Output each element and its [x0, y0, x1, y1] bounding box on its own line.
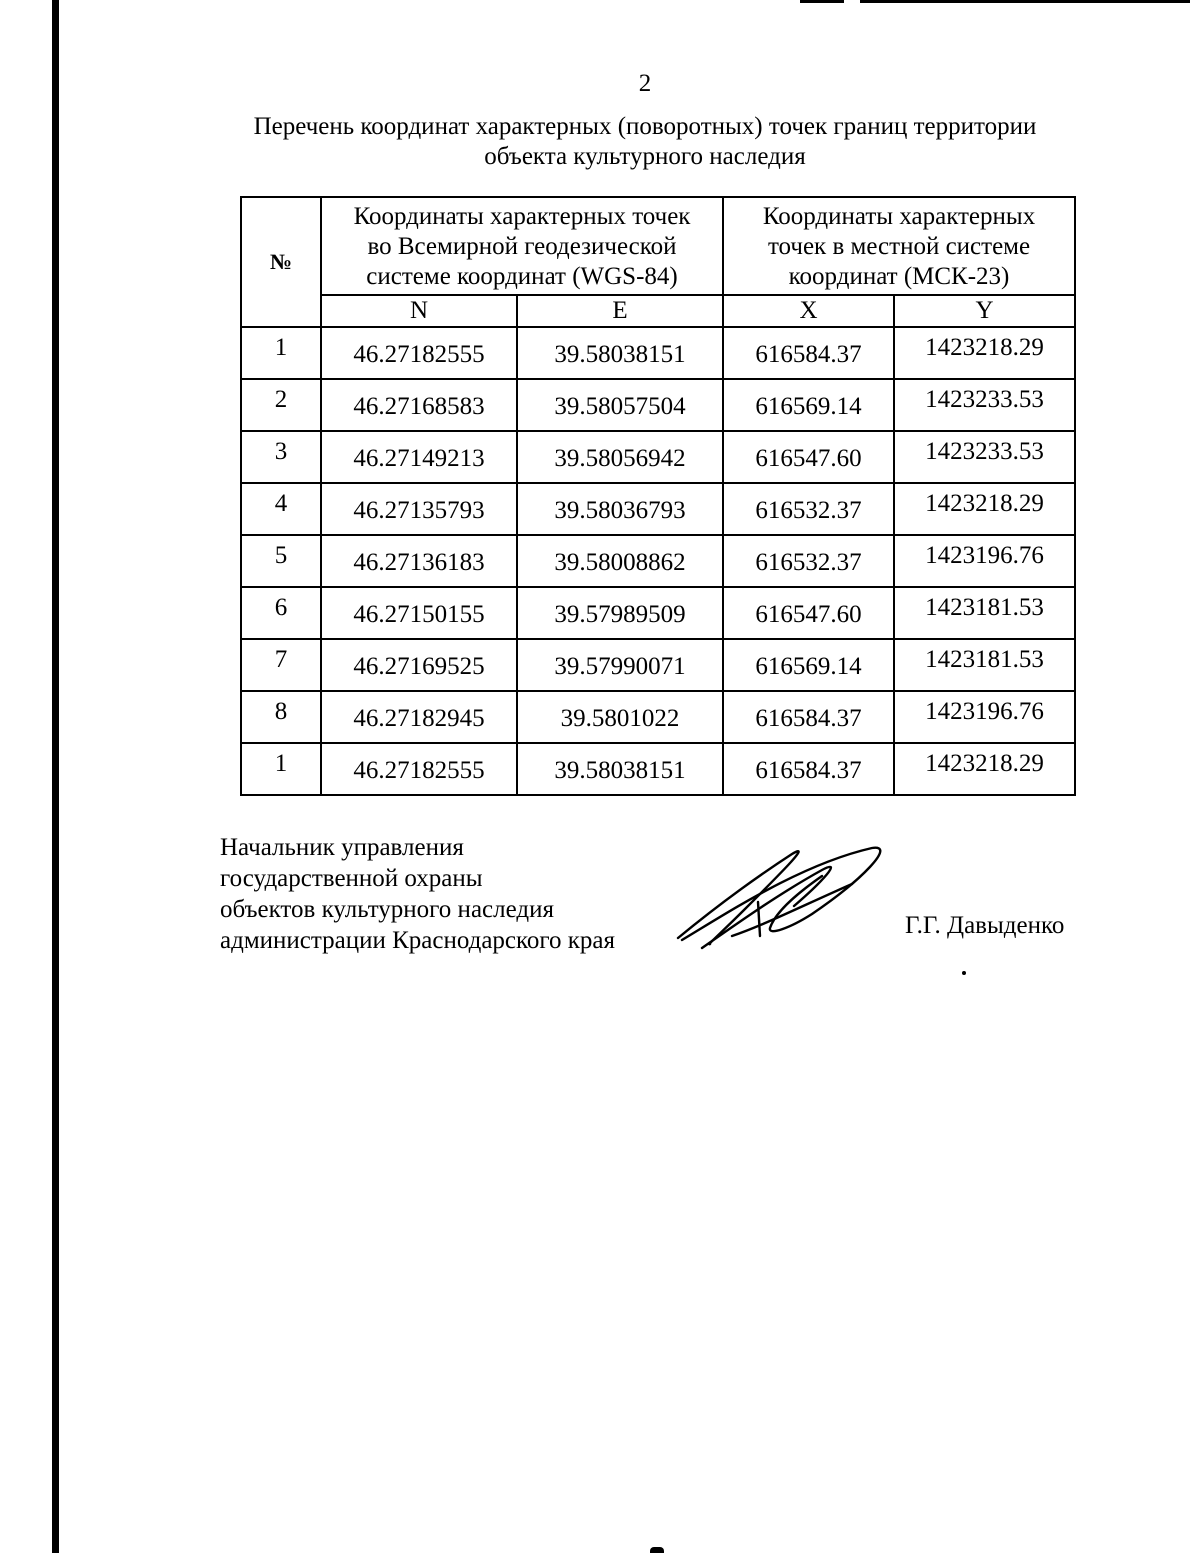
header-line: координат (МСК-23) [788, 263, 1010, 290]
x-cell: 616569.14 [723, 639, 894, 691]
header-line: системе координат (WGS-84) [366, 263, 678, 290]
table-header-row [241, 197, 1075, 295]
point-number-cell: 7 [241, 639, 321, 691]
point-number-cell: 1 [241, 327, 321, 379]
latitude-cell: 46.27182945 [321, 691, 517, 743]
longitude-cell: 39.58057504 [517, 379, 723, 431]
document-title [230, 112, 1060, 172]
latitude-cell: 46.27136183 [321, 535, 517, 587]
header-line: Координаты характерных точек [353, 203, 691, 230]
longitude-cell: 39.57990071 [517, 639, 723, 691]
table-row [241, 535, 1075, 587]
table-row [241, 431, 1075, 483]
latitude-cell: 46.27182555 [321, 327, 517, 379]
x-cell: 616584.37 [723, 691, 894, 743]
y-cell: 1423218.29 [894, 483, 1075, 535]
table-row [241, 639, 1075, 691]
table-row [241, 379, 1075, 431]
scan-mark [650, 1547, 664, 1553]
point-number-cell: 2 [241, 379, 321, 431]
point-number-cell: 4 [241, 483, 321, 535]
header-line: Координаты характерных [762, 203, 1036, 230]
header-line: во Всемирной геодезической [367, 233, 677, 260]
longitude-cell: 39.58038151 [517, 743, 723, 795]
position-line: государственной охраны [220, 865, 483, 892]
column-header-n: N [321, 295, 517, 327]
column-header-y: Y [894, 295, 1075, 327]
header-line: точек в местной системе [767, 233, 1031, 260]
y-cell: 1423181.53 [894, 587, 1075, 639]
coordinates-table [240, 196, 1076, 796]
point-number-cell: 5 [241, 535, 321, 587]
position-line: объектов культурного наследия [220, 896, 554, 923]
longitude-cell: 39.58036793 [517, 483, 723, 535]
point-number-cell: 8 [241, 691, 321, 743]
point-number-cell: 1 [241, 743, 321, 795]
signatory-name: Г.Г. Давыденко [905, 912, 1065, 939]
table-row [241, 743, 1075, 795]
longitude-cell: 39.57989509 [517, 587, 723, 639]
longitude-cell: 39.5801022 [517, 691, 723, 743]
x-cell: 616547.60 [723, 431, 894, 483]
point-number-cell: 3 [241, 431, 321, 483]
table-row [241, 587, 1075, 639]
longitude-cell: 39.58056942 [517, 431, 723, 483]
position-line: Начальник управления [220, 834, 464, 861]
page-number: 2 [638, 70, 652, 97]
x-cell: 616532.37 [723, 535, 894, 587]
latitude-cell: 46.27168583 [321, 379, 517, 431]
signatory-position [220, 832, 615, 956]
scan-mark [800, 0, 844, 3]
y-cell: 1423196.76 [894, 691, 1075, 743]
scan-edge [52, 0, 59, 1553]
longitude-cell: 39.58008862 [517, 535, 723, 587]
x-cell: 616584.37 [723, 327, 894, 379]
x-cell: 616569.14 [723, 379, 894, 431]
wgs-group-header [321, 197, 723, 295]
x-cell: 616584.37 [723, 743, 894, 795]
latitude-cell: 46.27150155 [321, 587, 517, 639]
table-subheader-row [241, 295, 1075, 327]
x-cell: 616532.37 [723, 483, 894, 535]
document-title-line: Перечень координат характерных (поворотных) точек границ территории [253, 113, 1037, 140]
longitude-cell: 39.58038151 [517, 327, 723, 379]
msk-group-header [723, 197, 1075, 295]
y-cell: 1423181.53 [894, 639, 1075, 691]
position-line: администрации Краснодарского края [220, 927, 616, 954]
y-cell: 1423218.29 [894, 743, 1075, 795]
latitude-cell: 46.27182555 [321, 743, 517, 795]
x-cell: 616547.60 [723, 587, 894, 639]
y-cell: 1423233.53 [894, 431, 1075, 483]
table-row [241, 691, 1075, 743]
column-header-x: X [723, 295, 894, 327]
document-title-line: объекта культурного наследия [484, 143, 806, 170]
scan-speck [962, 971, 966, 975]
handwritten-signature [672, 840, 890, 958]
latitude-cell: 46.27149213 [321, 431, 517, 483]
y-cell: 1423218.29 [894, 327, 1075, 379]
table-row [241, 483, 1075, 535]
scan-mark [860, 0, 1190, 3]
latitude-cell: 46.27169525 [321, 639, 517, 691]
column-header-e: E [517, 295, 723, 327]
number-column-header: № [241, 197, 321, 327]
table-row [241, 327, 1075, 379]
latitude-cell: 46.27135793 [321, 483, 517, 535]
point-number-cell: 6 [241, 587, 321, 639]
y-cell: 1423233.53 [894, 379, 1075, 431]
y-cell: 1423196.76 [894, 535, 1075, 587]
